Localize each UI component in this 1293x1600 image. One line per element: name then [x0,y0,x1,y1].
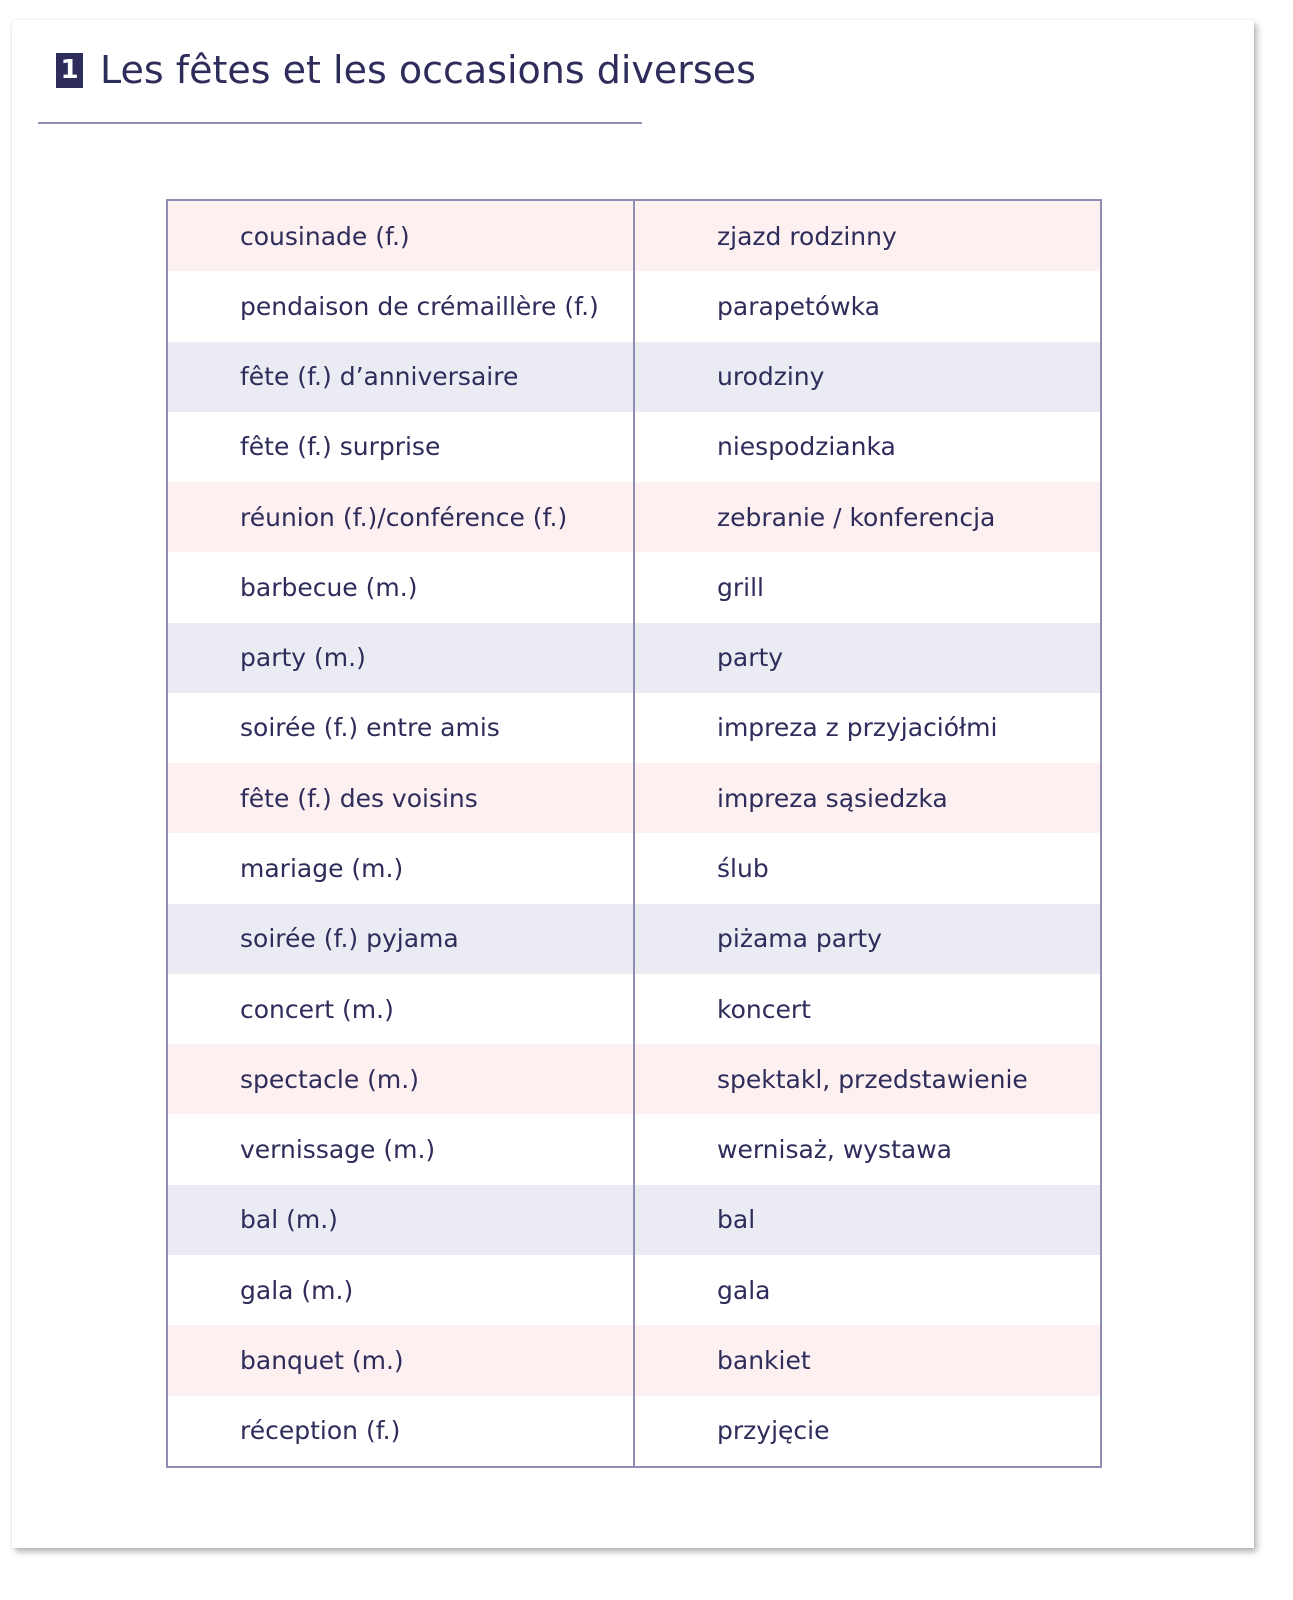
polish-translation: zebranie / konferencja [717,502,996,532]
french-term: soirée (f.) entre amis [168,693,635,763]
french-term: bal (m.) [168,1185,635,1255]
section-header [56,48,756,92]
french-term: party (m.) [168,623,635,693]
french-term: mariage (m.) [168,833,635,903]
table-row [168,1255,1100,1325]
table-row [168,552,1100,622]
vocabulary-table [166,199,1102,1468]
table-row [168,1325,1100,1395]
table-row [168,271,1100,341]
french-term: pendaison de crémaillère (f.) [168,271,635,341]
table-row [168,412,1100,482]
french-term: fête (f.) d’anniversaire [168,342,635,412]
table-row [168,482,1100,552]
polish-translation: bankiet [717,1345,811,1375]
table-row [168,623,1100,693]
polish-translation: zjazd rodzinny [717,221,897,251]
french-term: soirée (f.) pyjama [168,904,635,974]
french-term: fête (f.) des voisins [168,763,635,833]
table-row [168,763,1100,833]
table-row [168,974,1100,1044]
polish-translation: ślub [717,854,769,884]
table-row [168,1396,1100,1466]
french-term: cousinade (f.) [168,201,635,271]
page-card [12,20,1254,1548]
polish-translation: urodziny [717,362,825,392]
polish-translation: wernisaż, wystawa [717,1135,952,1165]
polish-translation: piżama party [717,924,882,954]
table-row [168,1044,1100,1114]
polish-translation: impreza sąsiedzka [717,783,948,813]
french-term: concert (m.) [168,974,635,1044]
french-term: réunion (f.)/conférence (f.) [168,482,635,552]
polish-translation: przyjęcie [717,1416,830,1446]
polish-translation: impreza z przyjaciółmi [717,713,998,743]
table-row [168,1185,1100,1255]
section-number-badge: 1 [56,53,83,88]
polish-translation: party [717,643,784,673]
french-term: fête (f.) surprise [168,412,635,482]
section-title: Les fêtes et les occasions diverses [100,48,756,92]
polish-translation: bal [717,1205,756,1235]
table-row [168,1114,1100,1184]
header-divider [38,122,642,124]
polish-translation: parapetówka [717,291,880,321]
table-row [168,201,1100,271]
polish-translation: koncert [717,994,811,1024]
table-row [168,342,1100,412]
french-term: barbecue (m.) [168,552,635,622]
french-term: spectacle (m.) [168,1044,635,1114]
table-row [168,693,1100,763]
french-term: vernissage (m.) [168,1114,635,1184]
table-row [168,904,1100,974]
polish-translation: gala [717,1275,771,1305]
french-term: réception (f.) [168,1396,635,1466]
french-term: gala (m.) [168,1255,635,1325]
polish-translation: spektakl, przedstawienie [717,1064,1028,1094]
french-term: banquet (m.) [168,1325,635,1395]
polish-translation: niespodzianka [717,432,896,462]
table-row [168,833,1100,903]
polish-translation: grill [717,572,764,602]
